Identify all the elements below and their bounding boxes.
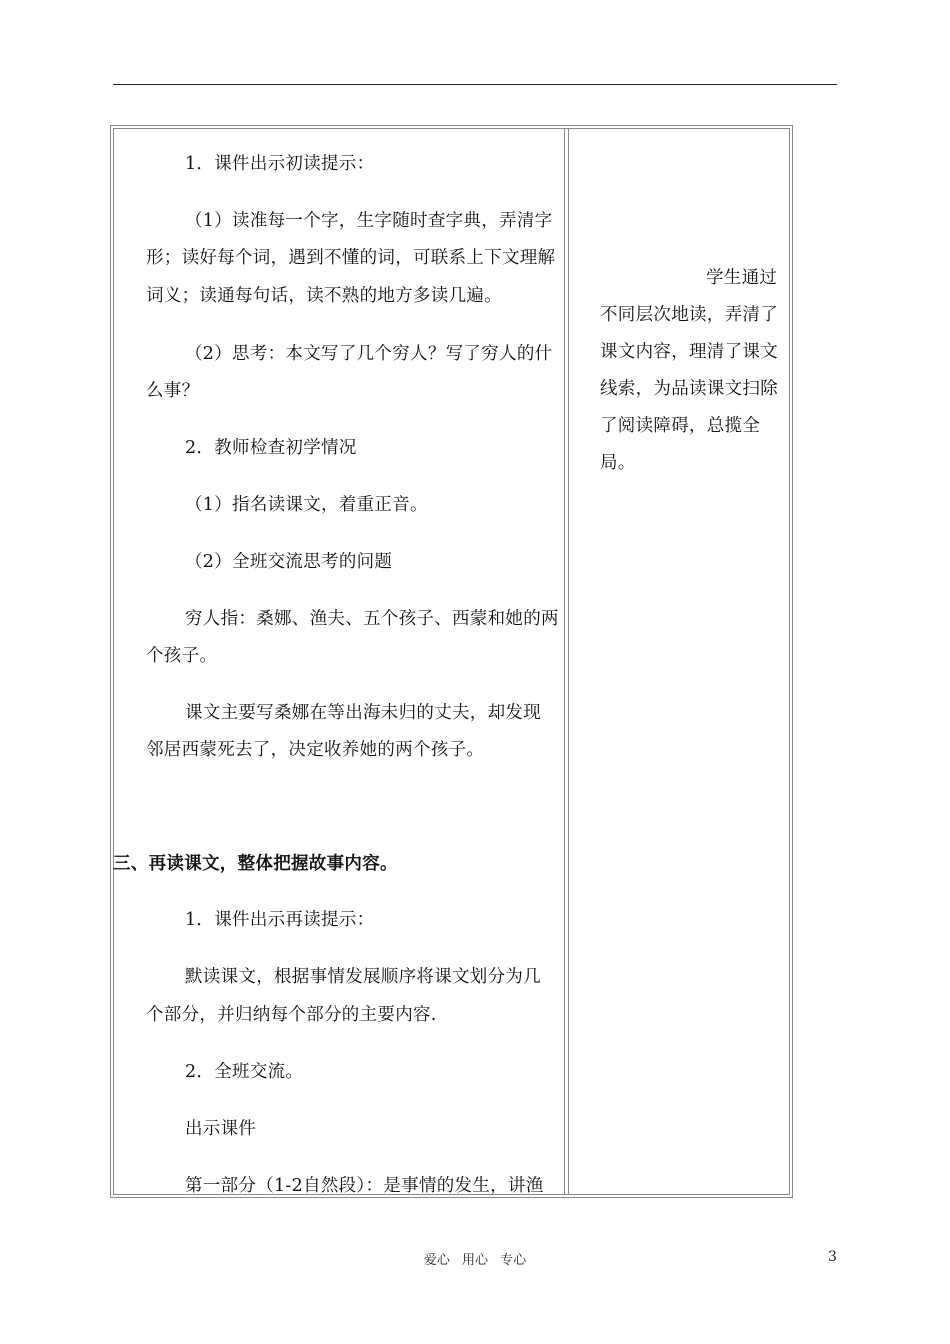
note-line: 不同层次地读，弄清了 bbox=[600, 305, 778, 325]
text-line: 个部分，并归纳每个部分的主要内容. bbox=[146, 1005, 437, 1025]
text-line: 么事？ bbox=[146, 381, 200, 401]
text-line: （1）读准每一个字，生字随时查字典，弄清字 bbox=[185, 211, 553, 231]
header-rule bbox=[113, 84, 837, 85]
note-line: 了阅读障碍，总揽全 bbox=[600, 416, 761, 436]
text-line: 第一部分（1-2自然段）：是事情的发生，讲渔 bbox=[185, 1176, 544, 1196]
text-line: 个孩子。 bbox=[146, 646, 218, 666]
note-line: 学生通过 bbox=[706, 268, 778, 288]
text-line: 邻居西蒙死去了，决定收养她的两个孩子。 bbox=[146, 740, 485, 760]
text-line: 穷人指：桑娜、渔夫、五个孩子、西蒙和她的两 bbox=[185, 609, 559, 629]
text-line: 1．课件出示再读提示： bbox=[185, 910, 375, 930]
note-line: 线索，为品读课文扫除 bbox=[600, 379, 778, 399]
text-line: 课文主要写桑娜在等出海未归的丈夫，却发现 bbox=[185, 703, 541, 723]
text-line: 1．课件出示初读提示： bbox=[185, 154, 375, 174]
section-heading: 三、再读课文，整体把握故事内容。 bbox=[113, 854, 398, 874]
text-line: 词义；读通每句话，读不熟的地方多读几遍。 bbox=[146, 286, 502, 306]
page-number: 3 bbox=[828, 1249, 837, 1265]
note-line: 课文内容，理清了课文 bbox=[600, 342, 778, 362]
text-line: （2）思考：本文写了几个穷人？写了穷人的什 bbox=[185, 344, 553, 364]
footer-motto: 爱心 用心 专心 bbox=[423, 1253, 527, 1268]
column-divider-inner bbox=[568, 128, 569, 1195]
text-line: 形；读好每个词，遇到不懂的词，可联系上下文理解 bbox=[146, 248, 556, 268]
text-line: （1）指名读课文，着重正音。 bbox=[185, 495, 428, 515]
note-line: 局。 bbox=[600, 453, 636, 473]
text-line: 2．教师检查初学情况 bbox=[185, 438, 357, 458]
text-line: 2．全班交流。 bbox=[185, 1062, 304, 1082]
text-line: 出示课件 bbox=[185, 1119, 257, 1139]
text-line: （2）全班交流思考的问题 bbox=[185, 552, 393, 572]
text-line: 默读课文，根据事情发展顺序将课文划分为几 bbox=[185, 967, 541, 987]
